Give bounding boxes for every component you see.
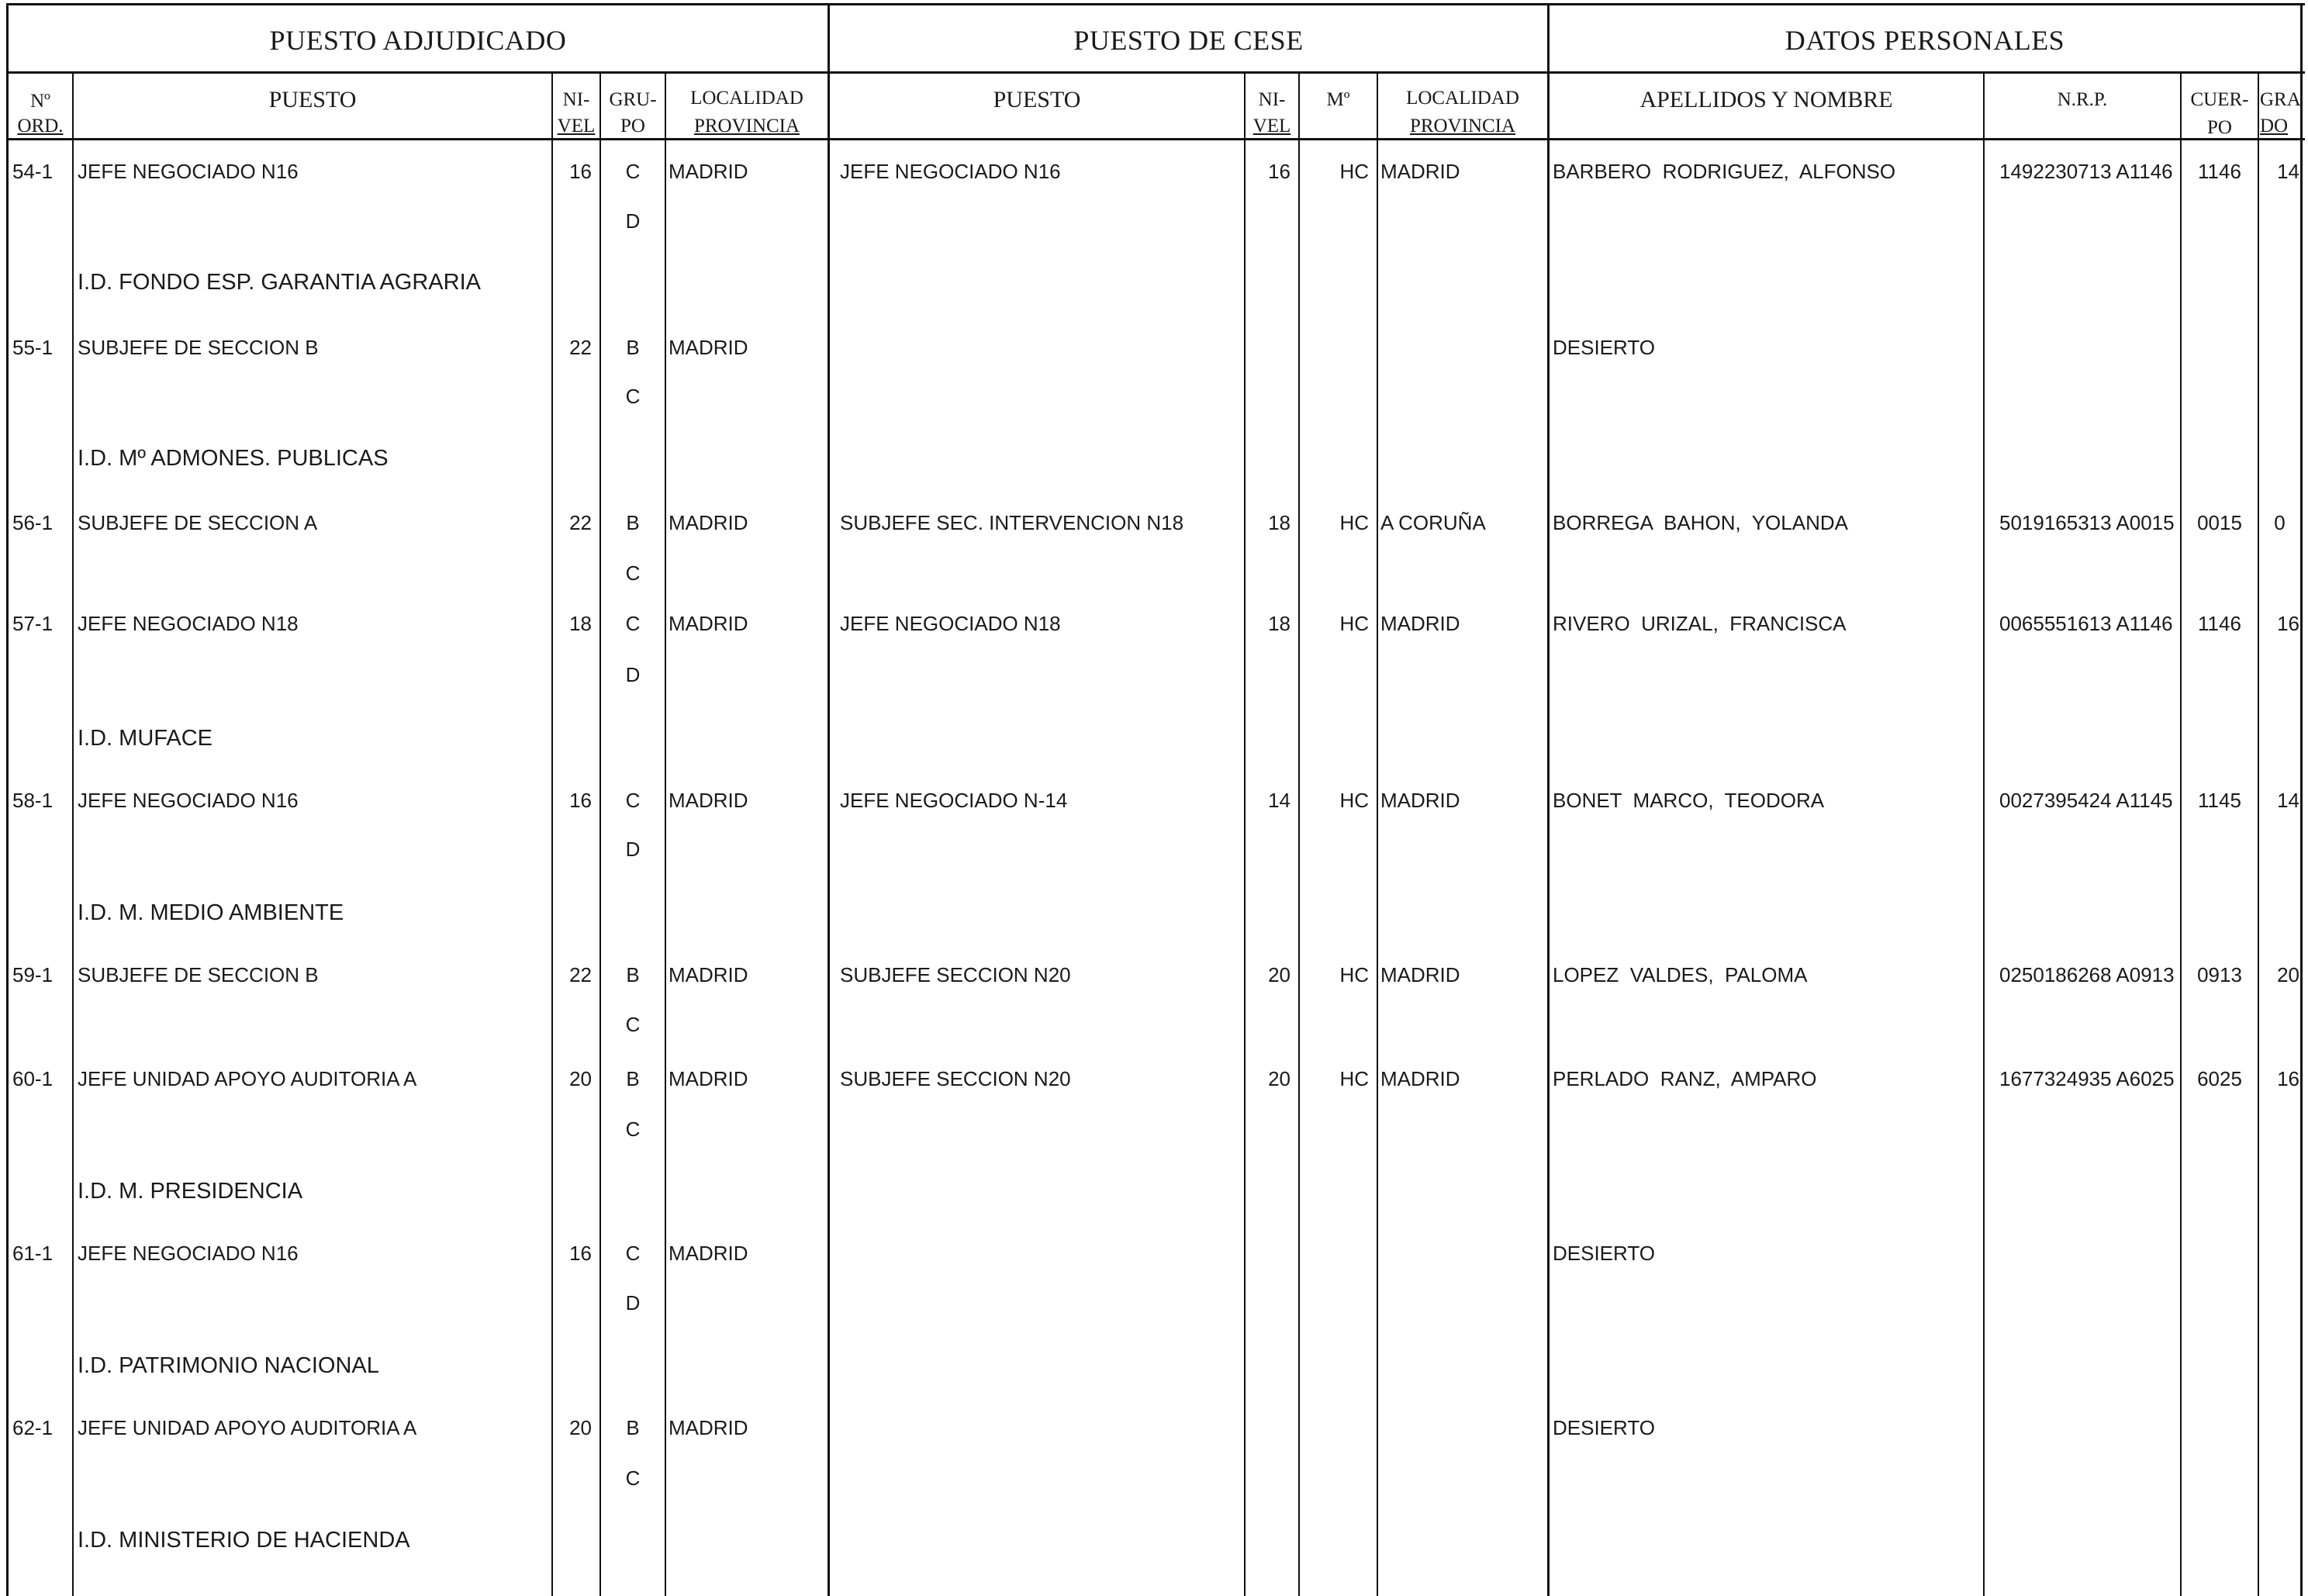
row-cese-localidad: MADRID	[1380, 612, 1460, 635]
row-grado: 20	[2277, 963, 2299, 986]
row-nombre: PERLADO RANZ, AMPARO	[1553, 1067, 1817, 1090]
header-grado-line1: GRA	[2260, 89, 2301, 110]
row-nrp: 0027395424 A1145	[1999, 789, 2173, 812]
row-localidad: MADRID	[669, 1067, 748, 1090]
group-divider-adjudicado-cese	[827, 3, 830, 1596]
row-nrp: 5019165313 A0015	[1999, 511, 2175, 534]
row-cese-puesto: JEFE NEGOCIADO N16	[840, 160, 1061, 183]
header-nivel-line1: NI-	[562, 89, 590, 110]
row-localidad: MADRID	[669, 511, 748, 534]
row-nombre: BONET MARCO, TEODORA	[1553, 789, 1825, 812]
row-nrp: 0065551613 A1146	[1999, 612, 2173, 635]
row-grupo-b: D	[625, 209, 641, 233]
col-divider-ministerio	[1298, 71, 1300, 1596]
row-ord: 57-1	[12, 612, 54, 635]
row-localidad: MADRID	[669, 160, 748, 183]
row-puesto: SUBJEFE DE SECCION A	[78, 511, 318, 534]
row-cese-nivel: 18	[1268, 612, 1290, 635]
col-divider-nivel	[551, 71, 553, 1596]
row-nivel: 22	[569, 511, 592, 534]
header-grado-line2: DO	[2260, 116, 2289, 136]
row-nivel: 20	[569, 1067, 592, 1090]
row-nivel: 16	[569, 160, 592, 183]
row-grado: 16	[2277, 612, 2299, 635]
row-cese-puesto: SUBJEFE SECCION N20	[840, 963, 1071, 986]
header-cuerpo-line1: CUER-	[2190, 89, 2249, 110]
header-cese-nivel-line1: NI-	[1258, 89, 1286, 110]
row-grupo-a: C	[625, 789, 641, 812]
header-ord-line1: Nº	[30, 91, 50, 112]
row-nrp: 1492230713 A1146	[1999, 160, 2173, 183]
header-cese-localidad-line1: LOCALIDAD	[1406, 88, 1519, 109]
row-localidad: MADRID	[669, 336, 748, 359]
row-localidad: MADRID	[669, 789, 748, 812]
row-puesto: SUBJEFE DE SECCION B	[78, 963, 319, 986]
row-cese-puesto: SUBJEFE SECCION N20	[840, 1067, 1071, 1090]
row-nivel: 18	[569, 612, 592, 635]
row-nrp: 1677324935 A6025	[1999, 1067, 2175, 1090]
group-divider-cese-personales	[1547, 3, 1550, 1596]
row-cese-nivel: 14	[1268, 789, 1290, 812]
row-ministerio: HC	[1339, 1067, 1369, 1090]
header-puesto: PUESTO	[268, 87, 357, 112]
header-bottom-rule	[6, 138, 2305, 140]
row-ord: 55-1	[12, 336, 54, 359]
row-cese-puesto: JEFE NEGOCIADO N-14	[840, 789, 1068, 812]
row-grado: 16	[2277, 1067, 2299, 1090]
row-ministerio: HC	[1339, 511, 1369, 534]
header-localidad-line1: LOCALIDAD	[690, 88, 803, 109]
row-cese-localidad: MADRID	[1380, 789, 1460, 812]
row-grupo-b: C	[625, 1013, 641, 1036]
col-divider-grupo	[599, 71, 601, 1596]
row-grupo-a: B	[626, 336, 640, 359]
row-localidad: MADRID	[669, 1416, 748, 1439]
row-nivel: 16	[569, 789, 592, 812]
section-label: I.D. M. MEDIO AMBIENTE	[78, 900, 344, 925]
row-grupo-b: C	[625, 385, 641, 408]
header-ord-line2: ORD.	[17, 116, 64, 136]
row-cese-nivel: 18	[1268, 511, 1290, 534]
row-nombre: BORREGA BAHON, YOLANDA	[1553, 511, 1848, 534]
row-cuerpo: 1146	[2198, 612, 2241, 635]
header-cese-localidad-line2: PROVINCIA	[1409, 116, 1516, 136]
row-ministerio: HC	[1339, 160, 1369, 183]
row-puesto: JEFE NEGOCIADO N16	[78, 1242, 299, 1265]
row-grupo-b: C	[625, 1466, 641, 1490]
row-cese-nivel: 20	[1268, 963, 1290, 986]
row-grupo-a: B	[626, 963, 640, 986]
row-nivel: 22	[569, 963, 592, 986]
row-grupo-a: B	[626, 1416, 640, 1439]
col-divider-localidad	[665, 71, 666, 1596]
row-nombre: RIVERO URIZAL, FRANCISCA	[1553, 612, 1847, 635]
section-label: I.D. MUFACE	[78, 726, 213, 751]
group-header-adjudicado: PUESTO ADJUDICADO	[269, 25, 567, 56]
header-cese-puesto: PUESTO	[993, 87, 1081, 112]
row-nivel: 16	[569, 1242, 592, 1265]
row-puesto: JEFE NEGOCIADO N16	[78, 789, 299, 812]
header-nrp: N.R.P.	[2057, 89, 2108, 110]
header-ministerio: Mº	[1326, 89, 1350, 110]
header-nivel-line2: VEL	[557, 116, 596, 136]
col-divider-cuerpo	[2180, 71, 2182, 1596]
row-ministerio: HC	[1339, 789, 1369, 812]
section-label: I.D. M. PRESIDENCIA	[78, 1179, 303, 1204]
section-label: I.D. PATRIMONIO NACIONAL	[78, 1353, 379, 1378]
row-nombre: BARBERO RODRIGUEZ, ALFONSO	[1553, 160, 1896, 183]
row-grado: 14	[2277, 160, 2299, 183]
row-nivel: 22	[569, 336, 592, 359]
group-header-cese: PUESTO DE CESE	[1073, 25, 1304, 56]
table-left-border	[6, 3, 9, 1596]
row-puesto: SUBJEFE DE SECCION B	[78, 336, 319, 359]
row-cuerpo: 6025	[2197, 1067, 2242, 1090]
row-localidad: MADRID	[669, 612, 748, 635]
row-cuerpo: 1145	[2198, 789, 2241, 812]
row-grupo-b: D	[625, 838, 641, 861]
col-divider-cese-nivel	[1244, 71, 1246, 1596]
row-grupo-a: C	[625, 612, 641, 635]
table-right-border	[2300, 3, 2303, 1596]
row-ord: 56-1	[12, 511, 54, 534]
row-ord: 60-1	[12, 1067, 54, 1090]
row-cese-nivel: 20	[1268, 1067, 1290, 1090]
row-nombre: DESIERTO	[1553, 1416, 1655, 1439]
row-nombre: LOPEZ VALDES, PALOMA	[1553, 963, 1808, 986]
row-ministerio: HC	[1339, 612, 1369, 635]
row-ord: 54-1	[12, 160, 54, 183]
row-cese-puesto: SUBJEFE SEC. INTERVENCION N18	[840, 511, 1184, 534]
table-top-border	[6, 3, 2305, 5]
row-ord: 59-1	[12, 963, 54, 986]
row-cese-localidad: MADRID	[1380, 160, 1460, 183]
row-ord: 58-1	[12, 789, 54, 812]
header-cuerpo-line2: PO	[2207, 117, 2232, 138]
row-ministerio: HC	[1339, 963, 1369, 986]
row-nivel: 20	[569, 1416, 592, 1439]
header-grupo-line2: PO	[620, 116, 645, 136]
row-grupo-b: C	[625, 1118, 641, 1141]
row-localidad: MADRID	[669, 963, 748, 986]
row-puesto: JEFE UNIDAD APOYO AUDITORIA A	[78, 1416, 417, 1439]
row-cuerpo: 0913	[2197, 963, 2242, 986]
row-grupo-a: C	[625, 160, 641, 183]
row-localidad: MADRID	[669, 1242, 748, 1265]
row-grupo-a: B	[626, 511, 640, 534]
row-ord: 61-1	[12, 1242, 54, 1265]
row-nombre: DESIERTO	[1553, 336, 1655, 359]
row-grupo-b: D	[625, 663, 641, 686]
col-divider-cese-localidad	[1377, 71, 1378, 1596]
group-header-personales: DATOS PERSONALES	[1785, 25, 2065, 56]
row-cese-localidad: A CORUÑA	[1380, 511, 1486, 534]
row-grupo-b: C	[625, 561, 641, 585]
row-puesto: JEFE NEGOCIADO N18	[78, 612, 299, 635]
row-cuerpo: 0015	[2197, 511, 2242, 534]
row-grupo-b: D	[625, 1291, 641, 1314]
row-cese-nivel: 16	[1268, 160, 1290, 183]
header-apellidos: APELLIDOS Y NOMBRE	[1639, 87, 1893, 112]
col-divider-ord	[72, 71, 74, 1596]
row-cese-puesto: JEFE NEGOCIADO N18	[840, 612, 1061, 635]
row-cese-localidad: MADRID	[1380, 1067, 1460, 1090]
row-grado: 0	[2274, 511, 2286, 534]
header-grupo-line1: GRU-	[609, 89, 657, 110]
row-puesto: JEFE UNIDAD APOYO AUDITORIA A	[78, 1067, 417, 1090]
row-puesto: JEFE NEGOCIADO N16	[78, 160, 299, 183]
row-cuerpo: 1146	[2198, 160, 2241, 183]
header-cese-nivel-line2: VEL	[1252, 116, 1291, 136]
section-label: I.D. Mº ADMONES. PUBLICAS	[78, 446, 389, 471]
section-label: I.D. MINISTERIO DE HACIENDA	[78, 1528, 410, 1553]
row-grupo-a: B	[626, 1067, 640, 1090]
col-divider-nrp	[1983, 71, 1985, 1596]
col-divider-grado	[2258, 71, 2259, 1596]
header-group-divider	[6, 71, 2305, 74]
row-nombre: DESIERTO	[1553, 1242, 1655, 1265]
section-label: I.D. FONDO ESP. GARANTIA AGRARIA	[78, 270, 481, 295]
row-ord: 62-1	[12, 1416, 54, 1439]
row-nrp: 0250186268 A0913	[1999, 963, 2175, 986]
row-cese-localidad: MADRID	[1380, 963, 1460, 986]
row-grupo-a: C	[625, 1242, 641, 1265]
header-localidad-line2: PROVINCIA	[693, 116, 800, 136]
row-grado: 14	[2277, 789, 2299, 812]
